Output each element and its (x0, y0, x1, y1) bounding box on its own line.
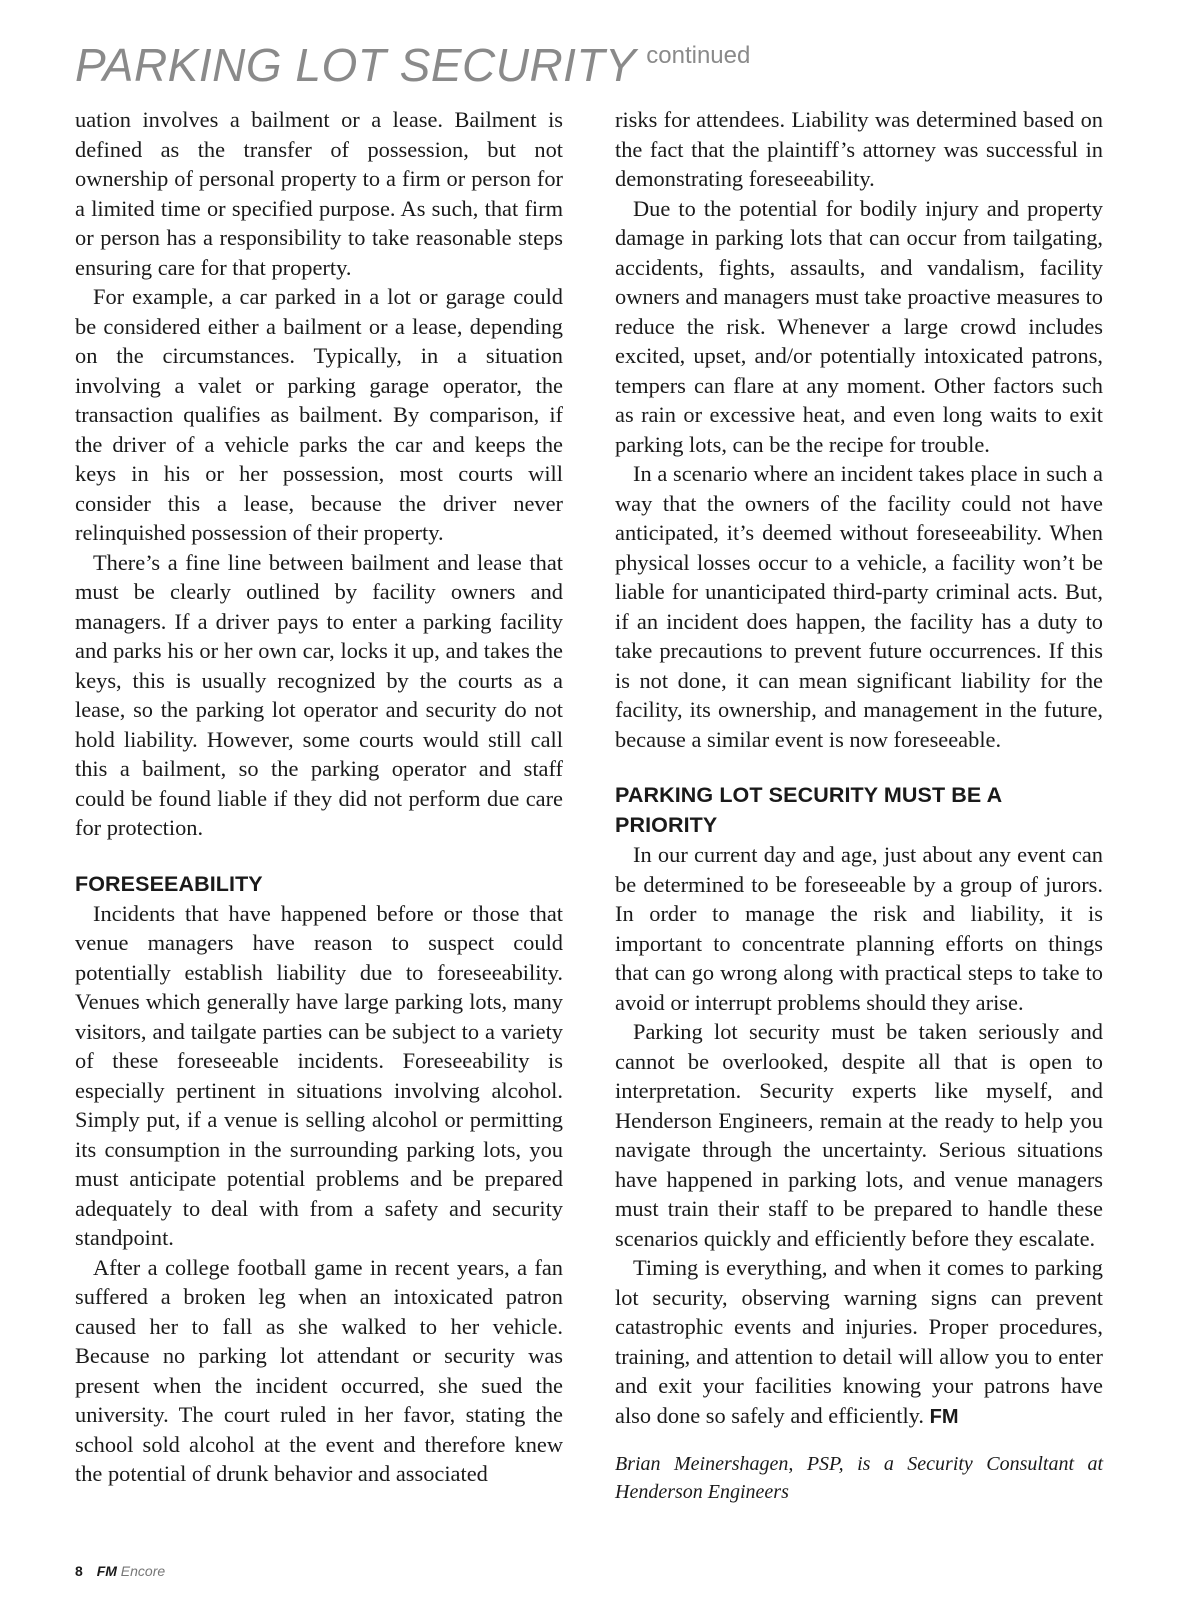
paragraph-final (615, 1253, 1103, 1432)
section-title: PARKING LOT SECURITY (75, 39, 637, 91)
continued-label: continued (646, 42, 751, 69)
magazine-name: Encore (120, 1563, 166, 1579)
page-number: 8 (75, 1563, 83, 1579)
paragraph: risks for attendees. Liability was determined based on the fact that the plaintiff’s attorney was successful in demonstrating foreseeability. (615, 107, 1103, 191)
author-byline: Brian Meinershagen, PSP, is a Security Consultant at Henderson Engineers (615, 1453, 1103, 1503)
paragraph: After a college football game in recent years, a fan suffered a broken leg when an intoxicated patron caused her to fall as she walked to her vehicle. Because no parking lot attendant or security was present when the incident occurred, she sued the university. The court ruled in her favor, stating the school sold alcohol at the event and therefore knew the potential of drunk behavior and associated (75, 1254, 563, 1486)
magazine-logo-fm: FM (96, 1563, 117, 1579)
paragraph: In our current day and age, just about any event can be determined to be foreseeable by a group of jurors. In order to manage the risk and liability, it is important to concentrate planning efforts on things that can go wrong along with practical steps to take to avoid or interrupt problems should they arise. (615, 842, 1103, 1015)
page-header (75, 38, 750, 92)
right-column (615, 105, 1103, 1506)
paragraph-text: Timing is everything, and when it comes to parking lot security, observing warning signs can prevent catastrophic events and injuries. Proper procedures, training, and attention to detail will allow you to enter and exit your facilities knowing your patrons have also done so safely and efficiently. (615, 1255, 1103, 1428)
paragraph: In a scenario where an incident takes place in such a way that the owners of the facility could not have anticipated, it’s deemed without foreseeability. When physical losses occur to a vehicle, a facility won’t be liable for unanticipated third-party criminal acts. But, if an incident does happen, the facility has a duty to take precautions to prevent future occurrences. If this is not done, it can mean significant liability for the facility, its ownership, and management in the future, because a similar event is now foreseeable. (615, 461, 1103, 752)
paragraph: uation involves a bailment or a lease. Bailment is defined as the transfer of possession, but not ownership of personal property to a firm or person for a limited time or specified purpose. As such, that firm or person has a responsibility to take reasonable steps ensuring care for that property. (75, 107, 563, 280)
section-heading-priority: PARKING LOT SECURITY MUST BE A PRIORITY (615, 783, 1002, 837)
page-footer (75, 1563, 165, 1579)
paragraph: For example, a car parked in a lot or garage could be considered either a bailment or a lease, depending on the circumstances. Typically, in a situation involving a valet or parking garage operator, the transaction qualifies as bailment. By comparison, if the driver of a vehicle parks the car and keeps the keys in his or her possession, most courts will consider this a lease, because the driver never relinquished possession of their property. (75, 284, 563, 545)
paragraph: There’s a fine line between bailment and lease that must be clearly outlined by facility owners and managers. If a driver pays to enter a parking facility and parks his or her own car, locks it up, and takes the keys, this is usually recognized by the courts as a lease, so the parking lot operator and security do not hold liability. However, some courts would still call this a bailment, so the parking operator and staff could be found liable if they did not perform due care for protection. (75, 549, 563, 840)
paragraph: Incidents that have happened before or those that venue managers have reason to suspect could potentially establish liability due to foreseeability. Venues which generally have large parking lots, many visitors, and tailgate parties can be subject to a variety of these foreseeable incidents. Foreseeability is especially pertinent in situations involving alcohol. Simply put, if a venue is selling alcohol or permitting its consumption in the surrounding parking lots, you must anticipate potential problems and be prepared adequately to deal with from a safety and security standpoint. (75, 900, 563, 1250)
left-column (75, 105, 563, 1489)
section-heading-foreseeability: FORESEEABILITY (75, 871, 263, 896)
paragraph: Parking lot security must be taken seriously and cannot be overlooked, despite all that is open to interpretation. Security experts like myself, and Henderson Engineers, remain at the ready to help you navigate through the uncertainty. Serious situations have happened in parking lots, and venue managers must train their staff to be prepared to handle these scenarios quickly and efficiently before they escalate. (615, 1019, 1103, 1251)
paragraph: Due to the potential for bodily injury and property damage in parking lots that can occur from tailgating, accidents, fights, assaults, and vandalism, facility owners and managers must take proactive measures to reduce the risk. Whenever a large crowd includes excited, upset, and/or potentially intoxicated patrons, tempers can flare at any moment. Other factors such as rain or excessive heat, and even long waits to exit parking lots, can be the recipe for trouble. (615, 195, 1103, 457)
end-mark: FM (929, 1405, 959, 1428)
